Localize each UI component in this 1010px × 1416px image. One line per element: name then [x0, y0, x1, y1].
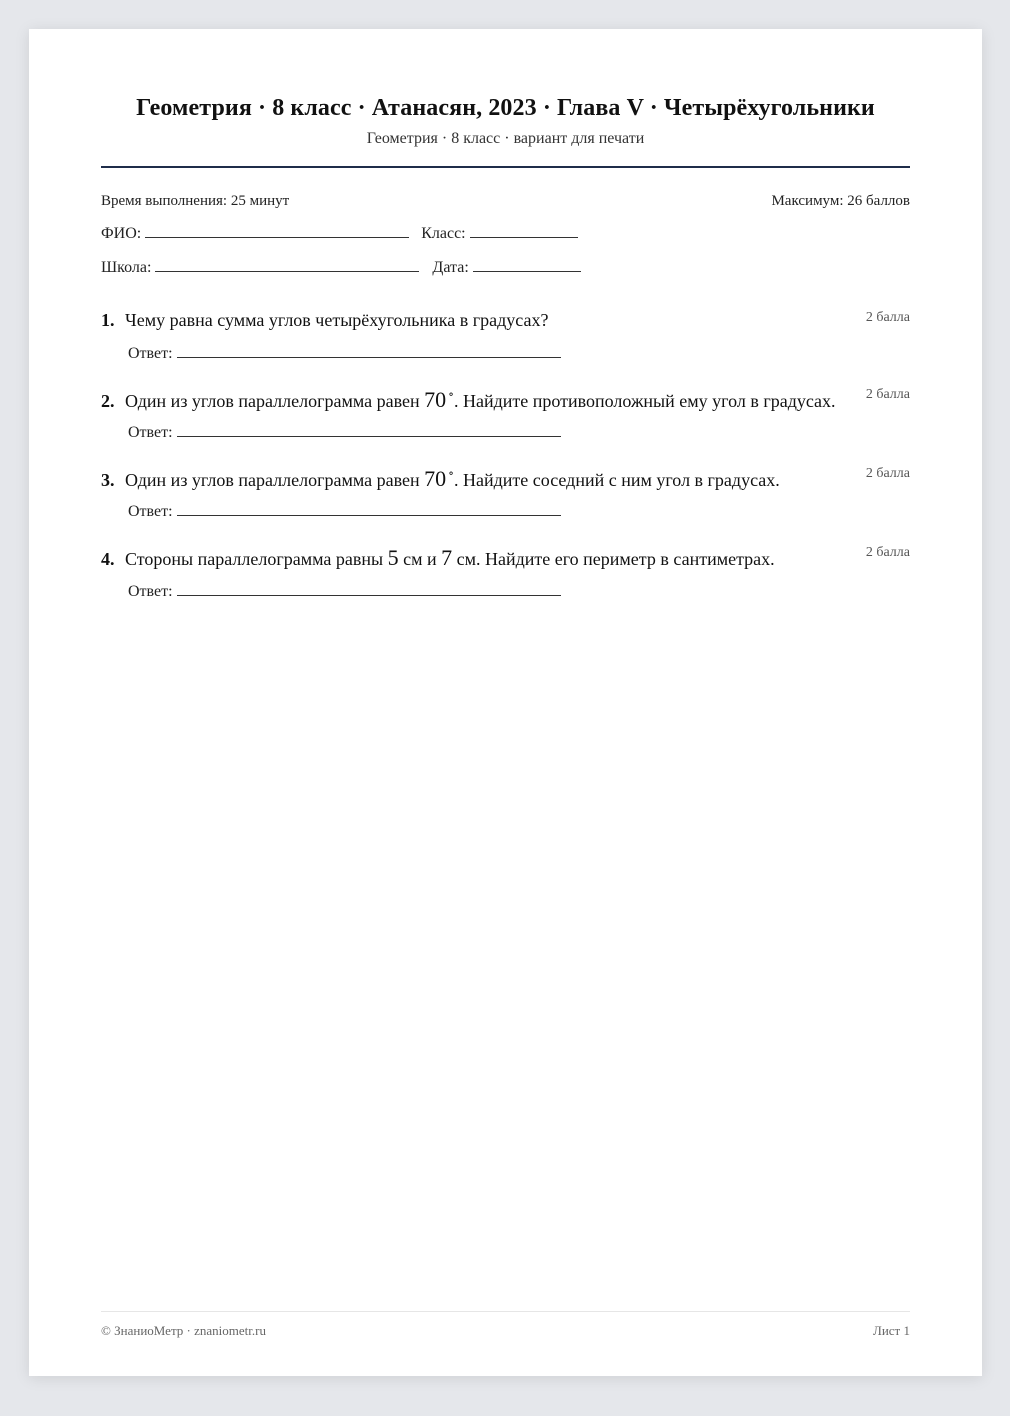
worksheet-page [29, 29, 982, 1376]
degree-symbol: ∘ [448, 387, 454, 401]
question-number: 1. [101, 310, 115, 330]
side-a-value: 5 [387, 545, 399, 570]
side-b-value: 7 [441, 545, 453, 570]
page-subtitle: Геометрия · 8 класс · вариант для печати [366, 130, 645, 147]
question-2 [101, 387, 910, 441]
answer-field[interactable] [177, 345, 561, 358]
school-field[interactable] [155, 259, 419, 272]
max-score: Максимум: 26 баллов [771, 193, 910, 209]
answer-label: Ответ: [128, 424, 173, 441]
question-body-end: см. Найдите его периметр в сантиметрах. [456, 549, 775, 569]
page-title: Геометрия · 8 класс · Атанасян, 2023 · Глава V · Четырёхугольники [136, 95, 875, 121]
answer-row [128, 345, 561, 363]
footer-divider [101, 1311, 910, 1312]
angle-value: 70 [424, 387, 447, 412]
school-date-row [101, 259, 581, 277]
answer-field[interactable] [177, 503, 561, 516]
answer-row [128, 583, 561, 601]
name-field[interactable] [145, 225, 409, 238]
question-1 [101, 310, 910, 362]
name-class-row [101, 225, 578, 243]
question-body-end: . Найдите соседний с ним угол в градусах. [454, 470, 780, 490]
answer-label: Ответ: [128, 583, 173, 600]
answer-label: Ответ: [128, 345, 173, 362]
date-label: Дата: [432, 259, 469, 276]
class-field[interactable] [470, 225, 578, 238]
question-3 [101, 466, 910, 520]
date-field[interactable] [473, 259, 581, 272]
time-limit: Время выполнения: 25 минут [101, 193, 290, 209]
question-body-end: . Найдите противоположный ему угол в градусах. [454, 391, 836, 411]
question-points: 2 балла [865, 387, 910, 402]
class-label: Класс: [421, 225, 466, 242]
page-number: Лист 1 [873, 1323, 910, 1338]
degree-symbol: ∘ [448, 466, 454, 480]
question-text [101, 387, 910, 413]
question-points: 2 балла [865, 310, 910, 325]
question-body: Чему равна сумма углов четырёхугольника в градусах? [125, 310, 549, 330]
question-points: 2 балла [865, 466, 910, 481]
footer-copyright: © ЗнаниоМетр · znaniometr.ru [101, 1323, 266, 1338]
answer-row [128, 424, 561, 442]
question-text [101, 545, 910, 571]
question-text [101, 466, 910, 492]
answer-field[interactable] [177, 583, 561, 596]
question-4 [101, 545, 910, 600]
answer-row [128, 503, 561, 521]
question-body-start: Один из углов параллелограмма равен [125, 391, 420, 411]
question-body-start: Один из углов параллелограмма равен [125, 470, 420, 490]
question-number: 4. [101, 549, 115, 569]
name-label: ФИО: [101, 225, 142, 242]
question-number: 2. [101, 391, 115, 411]
header-divider [101, 166, 910, 168]
question-body-mid: см и [403, 549, 437, 569]
question-body-start: Стороны параллелограмма равны [125, 549, 384, 569]
question-text [101, 310, 910, 331]
answer-field[interactable] [177, 424, 561, 437]
school-label: Школа: [101, 259, 152, 276]
angle-value: 70 [424, 466, 447, 491]
question-points: 2 балла [865, 545, 910, 560]
question-number: 3. [101, 470, 115, 490]
answer-label: Ответ: [128, 503, 173, 520]
